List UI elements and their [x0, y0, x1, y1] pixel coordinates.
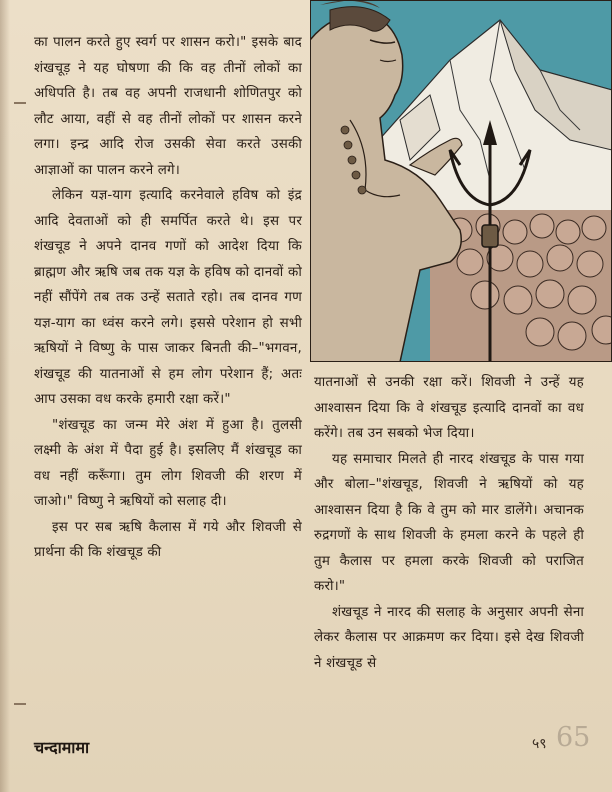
- paragraph: यातनाओं से उनकी रक्षा करें। शिवजी ने उन्हें यह आश्वासन दिया कि वे शंखचूड इत्यादि दानवों का वध करेंगे। तब उन सबको भेज दिया।: [314, 375, 584, 441]
- binding-shadow: [0, 0, 10, 792]
- paragraph: "शंखचूड का जन्म मेरे अंश में हुआ है। तुलसी लक्ष्मी के अंश में पैदा हुई है। इसलिए मैं शंखचूड का वध नहीं करूँगा। तुम लोग शिवजी की शरण में जाओ।" विष्णु ने ऋषियों को सलाह दी।: [34, 417, 302, 509]
- shiva-illustration: [310, 0, 612, 362]
- page-number: ५९: [532, 736, 547, 752]
- paragraph: का पालन करते हुए स्वर्ग पर शासन करो।" इसके बाद शंखचूड़ ने यह घोषणा की कि वह तीनों लोकों का अधिपति है। तब वह अपनी राजधानी शोणितपुर को लौट आया, वहीं से वह तीनों लोकों पर शासन करने लगा। इन्द्र आदि रोज उसकी सेवा करते उसकी आज्ञाओं का पालन करने लगे।: [34, 35, 302, 178]
- left-text-column: [34, 30, 302, 566]
- right-text-column: [314, 370, 584, 676]
- paragraph: इस पर सब ऋषि कैलास में गये और शिवजी से प्रार्थना की कि शंखचूड की: [34, 519, 302, 560]
- margin-mark: [14, 703, 26, 705]
- margin-mark: [14, 102, 26, 104]
- paragraph: लेकिन यज्ञ-याग इत्यादि करनेवाले हविष को इंद्र आदि देवताओं को ही समर्पित करते थे। इस पर शंखचूड ने अपने दानव गणों को आदेश दिया कि ब्राह्मण और ऋषि जब तक यज्ञ के हविष को दानवों को नहीं सौंपेंगे तब तक उन्हें सताते रहो। तब दानव गण यज्ञ-याग का ध्वंस करने लगे। इससे परेशान हो सभी ऋषियों ने विष्णु के पास जाकर बिनती की–"भगवन, शंखचूड की यातनाओं से हम लोग परेशान हैं; अतः आप उसका वध करके हमारी रक्षा करें।": [34, 188, 302, 407]
- paragraph: शंखचूड ने नारद की सलाह के अनुसार अपनी सेना लेकर कैलास पर आक्रमण कर दिया। इसे देख शिवजी ने शंखचूड से: [314, 604, 584, 671]
- paragraph: यह समाचार मिलते ही नारद शंखचूड के पास गया और बोला–"शंखचूड, शिवजी ने ऋषियों को यह आश्वासन दिया है कि वे तुम को मार डालेंगे। अचानक रुद्रगणों के साथ शिवजी के हमला करने के पहले ही तुम कैलास पर हमला करके शिवजी को पराजित करो।": [314, 451, 584, 594]
- handwritten-page-number: 65: [556, 722, 591, 753]
- magazine-name: चन्दामामा: [34, 738, 90, 757]
